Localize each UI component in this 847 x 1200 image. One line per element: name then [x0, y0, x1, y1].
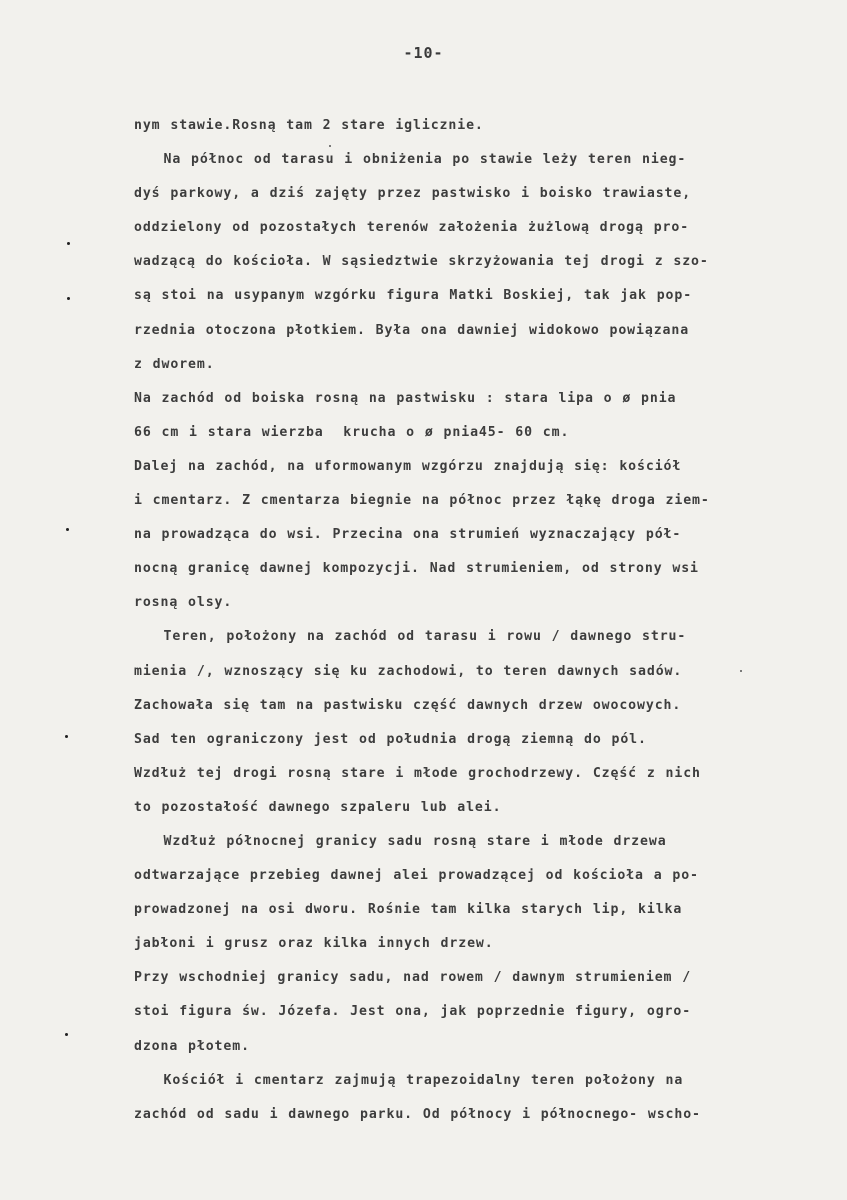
text-line: Teren, położony na zachód od tarasu i rowu / dawnego stru-: [134, 629, 687, 645]
text-line: rosną olsy.: [134, 595, 233, 611]
text-line: Na północ od tarasu i obniżenia po stawie leży teren nieg-: [134, 152, 687, 168]
margin-dot: [67, 242, 70, 245]
text-line: są stoi na usypanym wzgórku figura Matki Boskiej, tak jak pop-: [134, 288, 693, 304]
scan-speck: [329, 145, 331, 147]
margin-dot: [65, 735, 68, 738]
text-line: i cmentarz. Z cmentarza biegnie na północ przez łąkę droga ziem-: [134, 493, 710, 509]
text-line: Sad ten ograniczony jest od południa drogą ziemną do pól.: [134, 731, 647, 747]
text-line: dzona płotem.: [134, 1038, 250, 1054]
text-line: Na zachód od boiska rosną na pastwisku : stara lipa o ø pnia: [134, 390, 677, 406]
body-text: [134, 116, 814, 1139]
text-line: Zachowała się tam na pastwisku część dawnych drzew owocowych.: [134, 697, 682, 713]
margin-dot: [67, 297, 70, 300]
text-line: na prowadząca do wsi. Przecina ona strumień wyznaczający pół-: [134, 527, 682, 543]
text-line: dyś parkowy, a dziś zajęty przez pastwisko i boisko trawiaste,: [134, 186, 692, 202]
text-line: Wzdłuż północnej granicy sadu rosną stare i młode drzewa: [134, 833, 667, 849]
text-line: prowadzonej na osi dworu. Rośnie tam kilka starych lip, kilka: [134, 902, 683, 918]
text-line: oddzielony od pozostałych terenów założenia żużlową drogą pro-: [134, 220, 690, 236]
text-line: odtwarzające przebieg dawnej alei prowadzącej od kościoła a po-: [134, 868, 699, 884]
text-line: stoi figura św. Józefa. Jest ona, jak poprzednie figury, ogro-: [134, 1004, 692, 1020]
text-line: nocną granicę dawnej kompozycji. Nad strumieniem, od strony wsi: [134, 561, 699, 577]
text-line: to pozostałość dawnego szpaleru lub alei.: [134, 799, 502, 815]
text-line: 66 cm i stara wierzba krucha o ø pnia45- 60 cm.: [134, 424, 570, 440]
text-line: Wzdłuż tej drogi rosną stare i młode grochodrzewy. Część z nich: [134, 765, 701, 781]
text-line: zachód od sadu i dawnego parku. Od północy i północnego- wscho-: [134, 1106, 701, 1122]
text-line: Przy wschodniej granicy sadu, nad rowem / dawnym strumieniem /: [134, 970, 692, 986]
text-line: rzednia otoczona płotkiem. Była ona dawniej widokowo powiązana: [134, 322, 690, 338]
text-line: Dalej na zachód, na uformowanym wzgórzu znajdują się: kościół: [134, 458, 682, 474]
text-line: jabłoni i grusz oraz kilka innych drzew.: [134, 936, 494, 952]
margin-dot: [66, 528, 69, 531]
margin-dot: [65, 1033, 68, 1036]
text-line: wadzącą do kościoła. W sąsiedztwie skrzyżowania tej drogi z szo-: [134, 254, 709, 270]
text-line: mienia /, wznoszący się ku zachodowi, to teren dawnych sadów.: [134, 663, 683, 679]
scan-speck: [740, 670, 742, 672]
text-line: nym stawie.Rosną tam 2 stare iglicznie.: [134, 118, 484, 133]
page-number: -10-: [403, 44, 444, 62]
text-line: Kościół i cmentarz zajmują trapezoidalny teren położony na: [134, 1072, 684, 1088]
text-line: z dworem.: [134, 356, 215, 372]
